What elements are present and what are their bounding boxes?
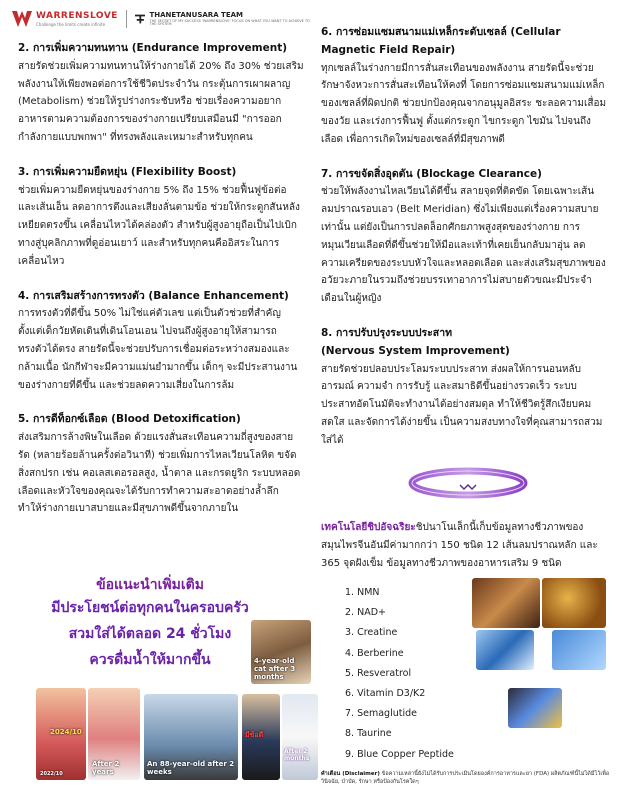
- section-cellular-repair: [321, 24, 608, 149]
- list-item: 5. Resveratrol: [345, 667, 412, 679]
- section-detox: [18, 411, 304, 518]
- section-balance: [18, 288, 304, 395]
- ingredient-photo-4: [552, 630, 606, 670]
- advice-line: สวมใส่ได้ตลอด 24 ชั่วโมง: [68, 626, 232, 642]
- section-flexibility: [18, 164, 304, 271]
- section-body: การทรงตัวที่ดีขึ้น 50% ไม่ใช่แค่ตัวเลข แต่เป็นตัวช่วยที่สำคัญตั้งแต่เด็กวัยหัดเดินที่เดินโอนเอน ไปจนถึงผู้สูงอายุให้สามารถทรงตัวได้ตรง สายรัดนี้จะช่วยปรับการเชื่อมต่อระหว่างสมองและกล้ามเนื้อ นักกีฬาจะมีความแม่นยำมากขึ้น เด็กๆ จะมีประสานงานของร่างกายที่ดีขึ้น และช่วยลดความเสี่ยงในการล้ม: [18, 308, 298, 391]
- section-title: 7. การขจัดสิ่งอุดตัน (Blockage Clearance): [321, 167, 542, 180]
- advice-block: [50, 575, 250, 673]
- testimonial-photo-1: [36, 688, 86, 780]
- header: [12, 6, 312, 32]
- warrenslove-logo-icon: [12, 11, 32, 27]
- testimonial-photo-3: [144, 694, 238, 780]
- list-item: 4. Berberine: [345, 647, 404, 659]
- thanetanusara-logo: [135, 12, 312, 27]
- photo-caption: An 88-year-old after 2 weeks: [147, 760, 235, 776]
- list-item: 6. Vitamin D3/K2: [345, 688, 426, 700]
- cat-photo-caption: 4-year-old cat after 3 months: [254, 657, 296, 681]
- photo-date-label: 2024/10: [50, 728, 82, 736]
- tech-body: ชิปนาโนเล็กนี้เก็บข้อมูลทางชีวภาพของสมุนไพรจีนอันมีค่ามากกว่า 150 ชนิด 12 เส้นลมปราณหลัก และ 365 จุดฝังเข็ม ข้อมูลทางชีวภาพของอาหารเสริม 9 ชนิด: [321, 522, 598, 569]
- section-body: ส่งเสริมการล้างพิษในเลือด ด้วยแรงสั่นสะเทือนความถี่สูงของสายรัด (หลายร้อยล้านครั้งต่อวินาที) ช่วยเพิ่มการไหลเวียนโลหิต ขจัดสิ่งสกปรก เช่น คอเลสเตอรอลสูง, น้ำตาล และกรดยูริก ระบบหลอดเลือดและหัวใจของคุณจะได้รับการทำความสะอาดอย่างล้ำลึก ทำให้ร่างกายเบาสบายและมีสุขภาพดีขึ้นจากภายใน: [18, 432, 301, 515]
- section-endurance: [18, 40, 304, 147]
- section-blockage: [321, 166, 608, 308]
- section-title: 4. การเสริมสร้างการทรงตัว (Balance Enhancement): [18, 289, 289, 302]
- section-body: ช่วยเพิ่มความยืดหยุ่นของร่างกาย 5% ถึง 15% ช่วยฟื้นฟูข้อต่อและเส้นเอ็น ลดอาการตึงและเสียงลั่นตามข้อ ช่วยให้กระดูกสันหลังเหยียดตรงขึ้น เคลื่อนไหวได้คล่องตัว สำหรับผู้สูงอายุถือเป็นไปเบิกทางสู่บุคลิกภาพที่ดูอ่อนเยาว์ และสำหรับทุกคนคืออิสระในการเคลื่อนไหว: [18, 184, 300, 267]
- advice-title: ข้อแนะนำเพิ่มเติม: [96, 577, 204, 593]
- disclaimer-text: ข้อความเหล่านี้ยังไม่ได้รับการประเมินโดยองค์การอาหารและยา (FDA) ผลิตภัณฑ์นี้ไม่ได้มีไว้เพื่อวินิจฉัย, บำบัด, รักษา หรือป้องกันโรคใดๆ: [321, 771, 610, 785]
- list-item: 8. Taurine: [345, 728, 392, 740]
- testimonial-photo-4: [242, 694, 280, 780]
- ingredient-photo-3: [476, 630, 534, 670]
- brand2-name: THANETANUSARA TEAM: [149, 10, 243, 19]
- logo-divider: [126, 10, 127, 28]
- section-title: 8. การปรับปรุงระบบประสาท: [321, 326, 453, 339]
- list-item: 7. Semaglutide: [345, 708, 417, 720]
- testimonial-photo-5: [282, 694, 318, 780]
- ingredient-photo-2: [542, 578, 606, 628]
- section-title: 5. การดีท็อกซ์เลือด (Blood Detoxification): [18, 413, 241, 426]
- photo-caption: After 2 years: [92, 760, 120, 776]
- tech-lead: เทคโนโลยีชิปอัจฉริยะ: [321, 522, 416, 533]
- list-item: 1. NMN: [345, 587, 380, 598]
- section-nervous: [321, 325, 608, 450]
- section-title: 3. การเพิ่มความยืดหยุ่น (Flexibility Boost): [18, 165, 237, 178]
- testimonial-photo-2: [88, 688, 140, 780]
- advice-line: มีประโยชน์ต่อทุกคนในครอบครัว: [51, 600, 249, 616]
- section-title: 2. การเพิ่มความทนทาน (Endurance Improvement): [18, 42, 288, 54]
- section-title: 6. การซ่อมแซมสนามแม่เหล็กระดับเซลล์ (Cellular Magnetic Field Repair): [321, 26, 561, 56]
- ingredient-photo-1: [472, 578, 540, 628]
- ingredient-list: [345, 583, 454, 765]
- brand1-name: WARRENSLOVE: [36, 10, 118, 21]
- bracelet-image: [408, 465, 528, 501]
- right-column: [321, 24, 608, 467]
- section-body: ทุกเซลล์ในร่างกายมีการสั่นสะเทือนของพลังงาน สายรัดนี้จะช่วยรักษาจังหวะการสั่นสะเทือนให้คงที่ โดยการซ่อมแซมสนามแม่เหล็กของเซลล์ที่ผิดปกติ ช่วยปกป้องคุณจากอนุมูลอิสระ ชะลอความเสื่อมของวัย และเร่งการฟื้นฟู ตั้งแต่กระดูก ไขกระดูก ไขมัน ไปจนถึงเลือด เพื่อการเกิดใหม่ของเซลล์ที่มีสุขภาพดี: [321, 62, 607, 145]
- brand1-tagline: Challenge the limits create infinite: [36, 21, 106, 27]
- team-logo-icon: [135, 13, 146, 25]
- photo-caption: มีข้อดี: [245, 731, 264, 739]
- disclaimer-label: คำเตือน (Disclaimer): [321, 771, 380, 777]
- warrenslove-logo: [12, 11, 118, 27]
- advice-line: ควรดื่มน้ำให้มากขึ้น: [89, 652, 211, 668]
- photo-caption: After 2 months: [284, 748, 310, 762]
- tech-description: [321, 519, 608, 572]
- disclaimer: [321, 770, 611, 786]
- brand2-tagline: THE SECRET OF MY SUCCESS 'WARRENSLOVE' FOCUS ON WHAT YOU WANT TO ACHIEVE TO THE SYSTEM: [149, 18, 310, 26]
- list-item: 9. Blue Copper Peptide: [345, 748, 454, 760]
- section-body: สายรัดช่วยเพิ่มความทนทานให้ร่างกายได้ 20% ถึง 30% ช่วยเสริมพลังงานให้เพียงพอต่อการใช้ชีวิตประจำวัน กระตุ้นการเผาผลาญ (Metabolism) ช่วยให้รูปร่างกระชับหรือ ช่วยเรื่องความอยากอาหารตามความต้องการของร่างกายเปรียบเสมือนมี "การออกกำลังกายแบบพกพา" ที่ทรงพลังและเหมาะสำหรับทุกคน: [18, 60, 304, 143]
- list-item: 2. NAD+: [345, 607, 386, 619]
- ingredient-photo-5: [508, 688, 562, 728]
- section-body: สายรัดช่วยปลอบประโลมระบบประสาท ส่งผลให้การนอนหลับ อารมณ์ ความจำ การรับรู้ และสมาธิดีขึ้นอย่างรวดเร็ว ระบบประสาทอัตโนมัติจะทำงานได้อย่างสมดุล ทำให้ชีวิตรู้สึกเงียบคม สดใส และจัดการได้ง่ายขึ้น เป็นความสงบทางใจที่คุณสามารถสวมใส่ได้: [321, 363, 603, 446]
- photo-date-label: 2022/10: [40, 771, 63, 777]
- section-body: ช่วยให้พลังงานไหลเวียนได้ดีขึ้น สลายจุดที่ติดขัด โดยเฉพาะเส้นลมปราณรอบเอว (Belt Meridian) ซึ่งไม่เพียงแต่เรื่องความสบายเท่านั้น แต่ยังเป็นการปลดล็อกศักยภาพสูงสุดของร่างกาย การหมุนเวียนเลือดที่ดีขึ้นช่วยให้มือและเท้าที่เคยเย็นกลับมาอุ่น ลดความเครียดของระบบหัวใจและหลอดเลือด และส่งเสริมสุขภาพของอวัยวะภายในรวมถึงช่วยบรรเทาอาการไม่สบายตัวขณะมีประจำเดือนในผู้หญิง: [321, 186, 606, 305]
- section-subtitle: (Nervous System Improvement): [321, 344, 510, 357]
- list-item: 3. Creatine: [345, 627, 398, 639]
- left-column: [18, 40, 304, 535]
- cat-photo: [251, 620, 311, 684]
